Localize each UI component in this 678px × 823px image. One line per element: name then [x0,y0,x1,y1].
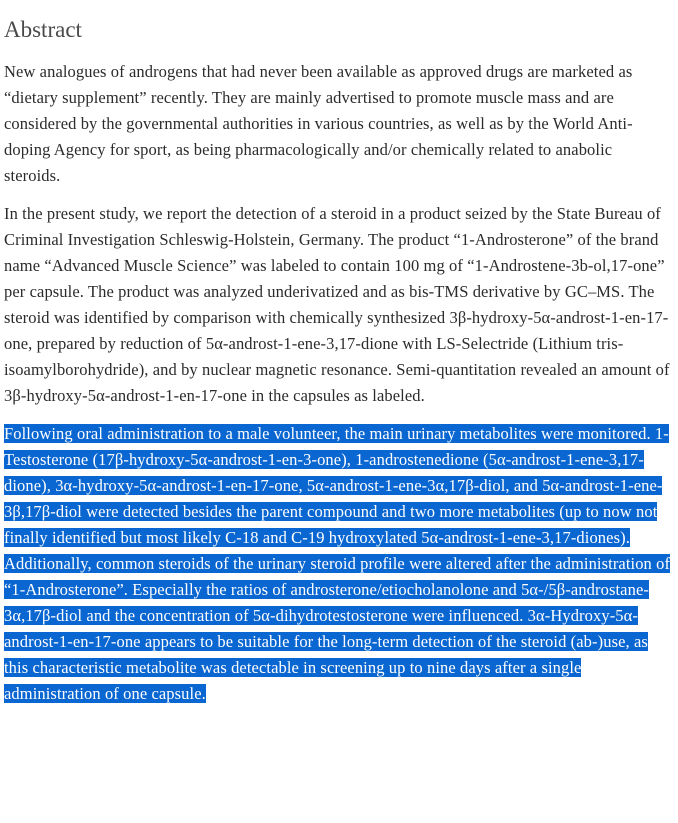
abstract-section [4,12,672,719]
abstract-paragraph-3[interactable] [4,421,672,707]
selected-text[interactable]: Following oral administration to a male volunteer, the main urinary metabolites were monitored. 1-Testosterone (17β-hydroxy-5α-androst-1-en-3-one), 1-androstenedione (5α-androst-1-ene-3,17-dione), 3α-hydroxy-5α-androst-1-en-17-one, 5α-androst-1-ene-3α,17β-diol, and 5α-androst-1-ene-3β,17β-diol were detected besides the parent compound and two more metabolites (up to now not finally identified but most likely C-18 and C-19 hydroxylated 5α-androst-1-ene-3,17-diones). Additionally, common steroids of the urinary steroid profile were altered after the administration of “1-Androsterone”. Especially the ratios of androsterone/etiocholanolone and 5α-/5β-androstane-3α,17β-diol and the concentration of 5α-dihydrotestosterone were influenced. 3α-Hydroxy-5α-androst-1-en-17-one appears to be suitable for the long-term detection of the steroid (ab-)use, as this characteristic metabolite was detectable in screening up to nine days after a single administration of one capsule. [4,424,671,703]
abstract-paragraph-2: In the present study, we report the detection of a steroid in a product seized by the State Bureau of Criminal Investigation Schleswig-Holstein, Germany. The product “1-Androsterone” of the brand name “Advanced Muscle Science” was labeled to contain 100 mg of “1-Androstene-3b-ol,17-one” per capsule. The product was analyzed underivatized and as bis-TMS derivative by GC–MS. The steroid was identified by comparison with chemically synthesized 3β-hydroxy-5α-androst-1-en-17-one, prepared by reduction of 5α-androst-1-ene-3,17-dione with LS-Selectride (Lithium tris-isoamylborohydride), and by nuclear magnetic resonance. Semi-quantitation revealed an amount of 3β-hydroxy-5α-androst-1-en-17-one in the capsules as labeled. [4,204,670,405]
abstract-heading: Abstract [4,17,82,42]
abstract-paragraph-1: New analogues of androgens that had never been available as approved drugs are marketed as “dietary supplement” recently. They are mainly advertised to promote muscle mass and are considered by the governmental authorities in various countries, as well as by the World Anti-doping Agency for sport, as being pharmacologically and/or chemically related to anabolic steroids. [4,62,633,185]
